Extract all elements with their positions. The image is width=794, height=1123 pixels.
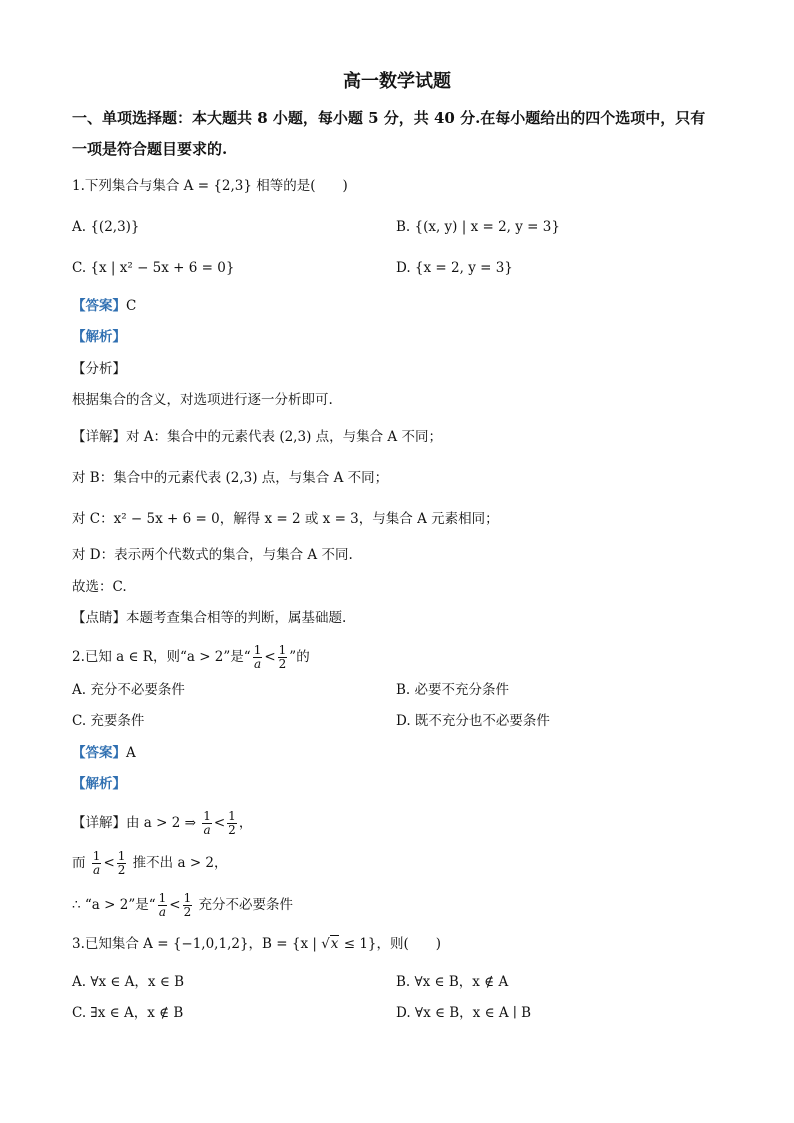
frac-den: 2	[228, 823, 236, 837]
frac-den: 2	[117, 863, 126, 877]
q2-line3-a: ∴ “a > 2”是“	[72, 897, 156, 913]
q2-option-b: B. 必要不充分条件	[396, 682, 510, 698]
q1-detail-2: 对 B：集合中的元素代表 (2,3) 点，与集合 A 不同；	[72, 470, 389, 486]
frac-den: a	[203, 823, 211, 837]
detail-label: 【详解】	[72, 815, 126, 831]
q2-line2-a: 而	[72, 855, 90, 871]
fraction-1-over-a	[202, 810, 212, 837]
q3-stem-a: 3.已知集合 A = {−1,0,1,2}，B = {x |	[72, 936, 322, 952]
frac-num: 1	[92, 849, 101, 863]
frac-den: a	[93, 863, 101, 877]
fraction-1-over-a	[253, 644, 263, 671]
fraction-1-over-2	[278, 644, 288, 671]
q2-option-a: A. 充分不必要条件	[72, 682, 185, 698]
q1-detail-1	[72, 427, 442, 447]
fraction-1-over-a	[92, 850, 102, 877]
q1-comment-text: 本题考查集合相等的判断，属基础题.	[126, 610, 347, 626]
analysis-label: 【解析】	[72, 776, 126, 792]
sqrt-radicand: x	[330, 936, 339, 952]
fenxi-label: 【分析】	[72, 361, 126, 377]
q1-fenxi-text: 根据集合的含义，对选项进行逐一分析即可.	[72, 392, 333, 408]
q1-option-b: B. {(x, y) | x = 2, y = 3}	[396, 219, 560, 235]
comment-label: 【点睛】	[72, 610, 126, 626]
q2-line3-b: 充分不必要条件	[194, 897, 294, 913]
q1-detail-3: 对 C：x² − 5x + 6 = 0，解得 x = 2 或 x = 3，与集合 A 元素相同；	[72, 511, 499, 527]
q2-detail-2	[72, 850, 228, 877]
frac-num: 1	[183, 891, 192, 905]
q1-answer	[72, 296, 136, 316]
q2-answer	[72, 743, 136, 763]
q2-stem-a: 2.已知 a ∈ R，则“a > 2”是“	[72, 649, 251, 665]
fraction-1-over-2	[183, 892, 193, 919]
answer-label: 【答案】	[72, 745, 126, 761]
frac-den: 2	[278, 657, 287, 671]
q1-option-d: D. {x = 2, y = 3}	[396, 260, 513, 276]
q1-stem: 1.下列集合与集合 A = {2,3} 相等的是( )	[72, 178, 348, 194]
q1-option-c: C. {x | x² − 5x + 6 = 0}	[72, 260, 235, 276]
frac-den: 2	[183, 905, 192, 919]
frac-den: a	[158, 905, 167, 919]
frac-num: 1	[203, 809, 211, 823]
q1-option-a: A. {(2,3)}	[72, 219, 140, 235]
analysis-label: 【解析】	[72, 329, 126, 345]
frac-num: 1	[278, 643, 287, 657]
q3-stem: 3.已知集合 A = {−1,0,1,2}，B = {x | √x ≤ 1}，则( )	[72, 936, 442, 952]
lt-sign: <	[103, 855, 115, 871]
frac-num: 1	[158, 891, 167, 905]
frac-den: a	[253, 657, 262, 671]
q2-stem-b: ”的	[289, 649, 310, 665]
q1-detail-4: 对 D：表示两个代数式的集合，与集合 A 不同.	[72, 547, 353, 563]
frac-num: 1	[117, 849, 126, 863]
q2-stem	[72, 644, 310, 671]
q2-answer-value: A	[126, 745, 136, 761]
q1-analysis-label	[72, 327, 126, 347]
q3-option-a: A. ∀x ∈ A，x ∈ B	[72, 974, 185, 990]
detail-label: 【详解】	[72, 429, 126, 445]
q2-detail-b: ，	[238, 815, 253, 831]
q2-detail-a: 由 a > 2 ⇒	[126, 815, 201, 831]
q2-line2-b: 推不出 a > 2，	[128, 855, 228, 871]
answer-label: 【答案】	[72, 298, 126, 314]
q2-detail-1	[72, 810, 252, 837]
q1-choose: 故选：C.	[72, 579, 127, 595]
section-heading-line1: 一、单项选择题：本大题共 8 小题，每小题 5 分，共 40 分.在每小题给出的四个选项中，只有	[72, 109, 706, 127]
lt-sign: <	[169, 897, 181, 913]
fraction-1-over-2	[117, 850, 127, 877]
q2-analysis-label	[72, 774, 126, 794]
q2-detail-3	[72, 892, 293, 919]
section-heading-line2: 一项是符合题目要求的.	[72, 140, 228, 158]
lt-sign: <	[264, 649, 276, 665]
q1-comment	[72, 608, 346, 628]
frac-num: 1	[253, 643, 262, 657]
q3-stem-b: ≤ 1}，则( )	[339, 936, 442, 952]
q3-option-d: D. ∀x ∈ B，x ∈ A ∣ B	[396, 1005, 532, 1021]
q2-option-c: C. 充要条件	[72, 713, 145, 729]
page-title: 高一数学试题	[343, 71, 451, 92]
q3-option-c: C. ∃x ∈ A，x ∉ B	[72, 1005, 184, 1021]
q1-detail-1-text: 对 A：集合中的元素代表 (2,3) 点，与集合 A 不同；	[126, 429, 442, 445]
frac-num: 1	[228, 809, 236, 823]
q3-option-b: B. ∀x ∈ B，x ∉ A	[396, 974, 509, 990]
fraction-1-over-a	[158, 892, 168, 919]
lt-sign: <	[213, 815, 226, 831]
q1-fenxi-label	[72, 359, 126, 379]
q2-option-d: D. 既不充分也不必要条件	[396, 713, 550, 729]
q1-answer-value: C	[126, 298, 137, 314]
fraction-1-over-2	[227, 810, 237, 837]
